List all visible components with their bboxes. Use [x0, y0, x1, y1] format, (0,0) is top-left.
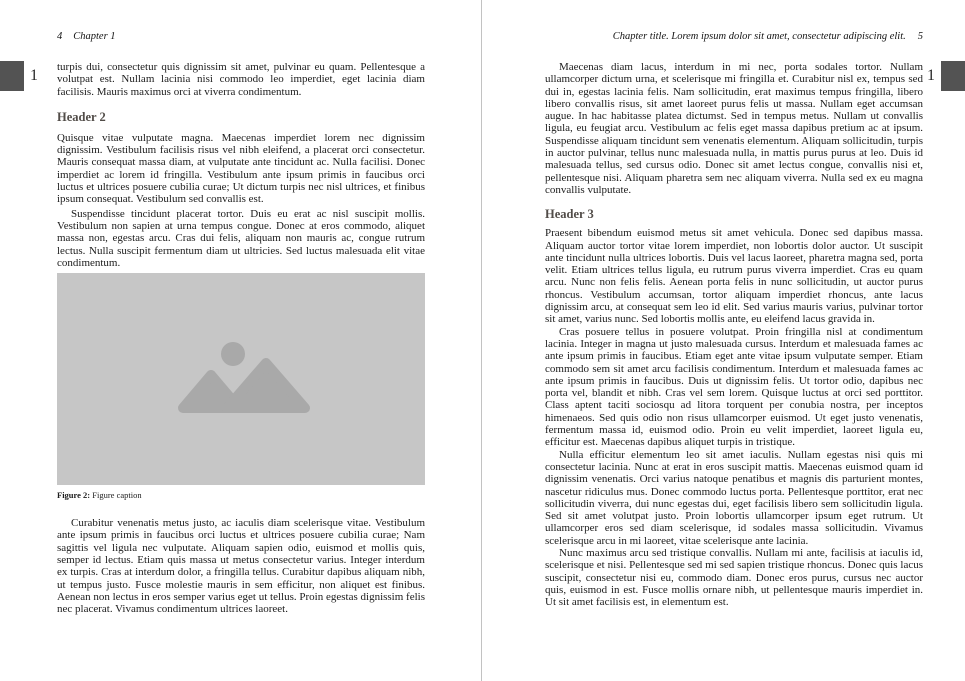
page-left: [0, 0, 481, 681]
tab-marker-icon: [941, 61, 965, 91]
text-column-left: [57, 61, 425, 616]
tab-marker-icon: [0, 61, 24, 91]
chapter-tab-number: 1: [30, 67, 38, 84]
figure-image-placeholder: [57, 273, 425, 485]
page-right: [483, 0, 965, 681]
paragraph: turpis dui, consectetur quis dignissim sit amet, pulvinar eu quam. Pellentesque a volutpat est. Nullam lacinia nisi commodo leo imperdiet, eget lacinia diam facilisis. Mauris maximus orci at viverra condimentum.: [57, 61, 425, 98]
running-header-title-right: Chapter title. Lorem ipsum dolor sit amet, consectetur adipiscing elit.: [612, 31, 906, 42]
text-column-right: [545, 61, 923, 608]
page-number-right: 5: [917, 31, 923, 42]
chapter-tab-right[interactable]: [921, 61, 965, 91]
paragraph: Maecenas diam lacus, interdum in mi nec, porta sodales tortor. Nullam ullamcorper dictum urna, et scelerisque mi fringilla et. Curabitur nisl ex, tempus sed dui in, egestas lacinia felis. Nam sollicitudin, erat maximus tempus fringilla, libero libero convallis risus, sit amet laoreet purus felis ut massa. Nullam eget accumsan augue. In hac habitasse platea dictumst. Sed in tempus metus. Nullam ut convallis ligula, eu feugiat arcu. Vestibulum ac felis eget massa dapibus pretium ac at ipsum. Suspendisse aliquam tincidunt sem venenatis elementum. Aliquam sollicitudin, turpis in auctor pulvinar, tellus nunc malesuada nulla, in mattis purus purus at leo. Duis id malesuada tellus, sed cursus odio. Donec sit amet lectus congue, convallis nisi et, pellentesque nisi. Aliquam pharetra sem nec aliquam viverra. Nulla sed ex eu magna convallis vulputate.: [545, 61, 923, 196]
chapter-tab-number: 1: [927, 67, 935, 84]
page-number-left: 4: [57, 31, 63, 42]
paragraph: Nulla efficitur elementum leo sit amet iaculis. Nullam egestas nisi quis mi consectetur lacinia. Nunc at erat in eros suscipit mattis. Maecenas euismod quam id dignissim venenatis. Orci varius natoque penatibus et magnis dis parturient montes, nascetur ridiculus mus. Donec commodo luctus porta. Pellentesque porttitor, erat nec sollicitudin viverra, dui nunc egestas dui, eget facilisis libero sem sollicitudin ligula. Sed sit amet volutpat justo. Proin lobortis ullamcorper ipsum eget rutrum. Ut ullamcorper eros sed diam scelerisque, id sodales massa sollicitudin. Vivamus scelerisque arcu in mi laoreet, vitae scelerisque ante lacinia.: [545, 448, 923, 547]
section-heading-header-3: Header 3: [545, 207, 594, 222]
paragraph: Praesent bibendum euismod metus sit amet vehicula. Donec sed dapibus massa. Aliquam auctor tortor vitae lorem imperdiet, non lobortis dolor auctor. Ut suscipit ante tincidunt nulla ultrices lobortis. Duis vel lacus laoreet, pharetra magna sed, porta velit. Etiam ultrices tellus ligula, eu rutrum purus viverra imperdiet. Cras eu quam arcu. Nunc non felis felis. Aenean porta felis in nunc sollicitudin, ut auctor purus rhoncus. Vestibulum accumsan, tortor aliquam imperdiet rhoncus, ante lacus dignissim arcu, at consequat sem leo id elit. Sed varius mauris varius, pulvinar tortor sit amet, varius nunc. Sed lobortis mollis ante, eu eleifend lacus gravida in.: [545, 227, 923, 326]
page-divider: [481, 0, 482, 681]
figure-caption-label: Figure 2:: [57, 490, 91, 501]
running-header-title-left: Chapter 1: [73, 31, 116, 42]
section-heading-header-2: Header 2: [57, 109, 106, 124]
figure-caption-text: Figure caption: [92, 490, 142, 501]
running-header-right: [545, 30, 923, 43]
figure-2: [57, 273, 425, 500]
paragraph: Curabitur venenatis metus justo, ac iaculis diam scelerisque vitae. Vestibulum ante ipsum primis in faucibus orci luctus et ultrices posuere cubilia curae; Nam sagittis vel ligula nec vulputate. Aliquam sapien odio, euismod et mollis quis, semper id lectus. Etiam quis massa ut metus consectetur varius. Integer interdum ex turpis. Cras at interdum dolor, a fringilla tellus. Curabitur dapibus aliquam nibh, ut tempus justo. Fusce molestie mauris in sem efficitur, non aliquet est finibus. Aenean non lectus in eros semper varius eget ut tellus. Proin egestas dignissim felis nec placerat. Vivamus condimentum ultrices laoreet.: [57, 517, 425, 616]
paragraph: Cras posuere tellus in posuere volutpat. Proin fringilla nisl at condimentum lacinia. Integer in magna ut justo malesuada cursus. Interdum et malesuada fames ac ante ipsum primis in faucibus. Etiam eget ante vitae ipsum vulputate semper. Etiam commodo sem sit amet arcu facilisis condimentum. Interdum et malesuada fames ac ante ipsum primis in faucibus. Duis ut dignissim felis. Ut tortor odio, dapibus nec porta vel, blandit et nibh. Cras vel sem lorem. Quisque luctus at orci sed porttitor. Class aptent taciti sociosqu ad litora torquent per conubia nostra, per inceptos himenaeos. Sed quis odio non risus ullamcorper euismod. Ut eget justo venenatis, fermentum massa id, euismod odio. Proin eu velit imperdiet, laoreet ligula eu, efficitur est. Maecenas dapibus aliquet turpis in tristique.: [545, 325, 923, 449]
figure-caption: [57, 490, 425, 500]
running-header-left: [57, 30, 116, 43]
paragraph: Nunc maximus arcu sed tristique convallis. Nullam mi ante, facilisis at iaculis id, scelerisque et nisi. Pellentesque sed mi sed sapien tristique rhoncus. Donec quis lacus suscipit, consectetur nisi eu, commodo diam. Donec eros purus, cursus nec auctor quis, euismod in est. Fusce mollis ornare nibh, ut pellentesque mauris imperdiet in. Ut sit amet facilisis est, in elementum est.: [545, 546, 923, 609]
image-icon: [171, 338, 311, 421]
chapter-tab-left[interactable]: [0, 61, 44, 91]
paragraph: Quisque vitae vulputate magna. Maecenas imperdiet lorem nec dignissim dignissim. Vestibulum facilisis risus vel nibh eleifend, a placerat orci consectetur. Mauris consequat massa diam, at vulputate ante tincidunt ac. Nulla facilisi. Donec imperdiet ac lorem id fringilla. Vestibulum ante ipsum primis in faucibus orci luctus et ultrices posuere cubilia curae; Ut dictum turpis nec nisl ultrices, et finibus ipsum consequat. Vestibulum sed convallis est.: [57, 131, 425, 206]
paragraph: Suspendisse tincidunt placerat tortor. Duis eu erat ac nisl suscipit mollis. Vestibulum non sapien at urna tempus congue. Donec at eros commodo, aliquet massa non, egestas arcu. Cras dui felis, aliquam non mauris ac, congue rutrum lectus. Nulla suscipit fermentum diam ut ultricies. Sed luctus malesuada elit vitae condimentum.: [57, 207, 425, 269]
